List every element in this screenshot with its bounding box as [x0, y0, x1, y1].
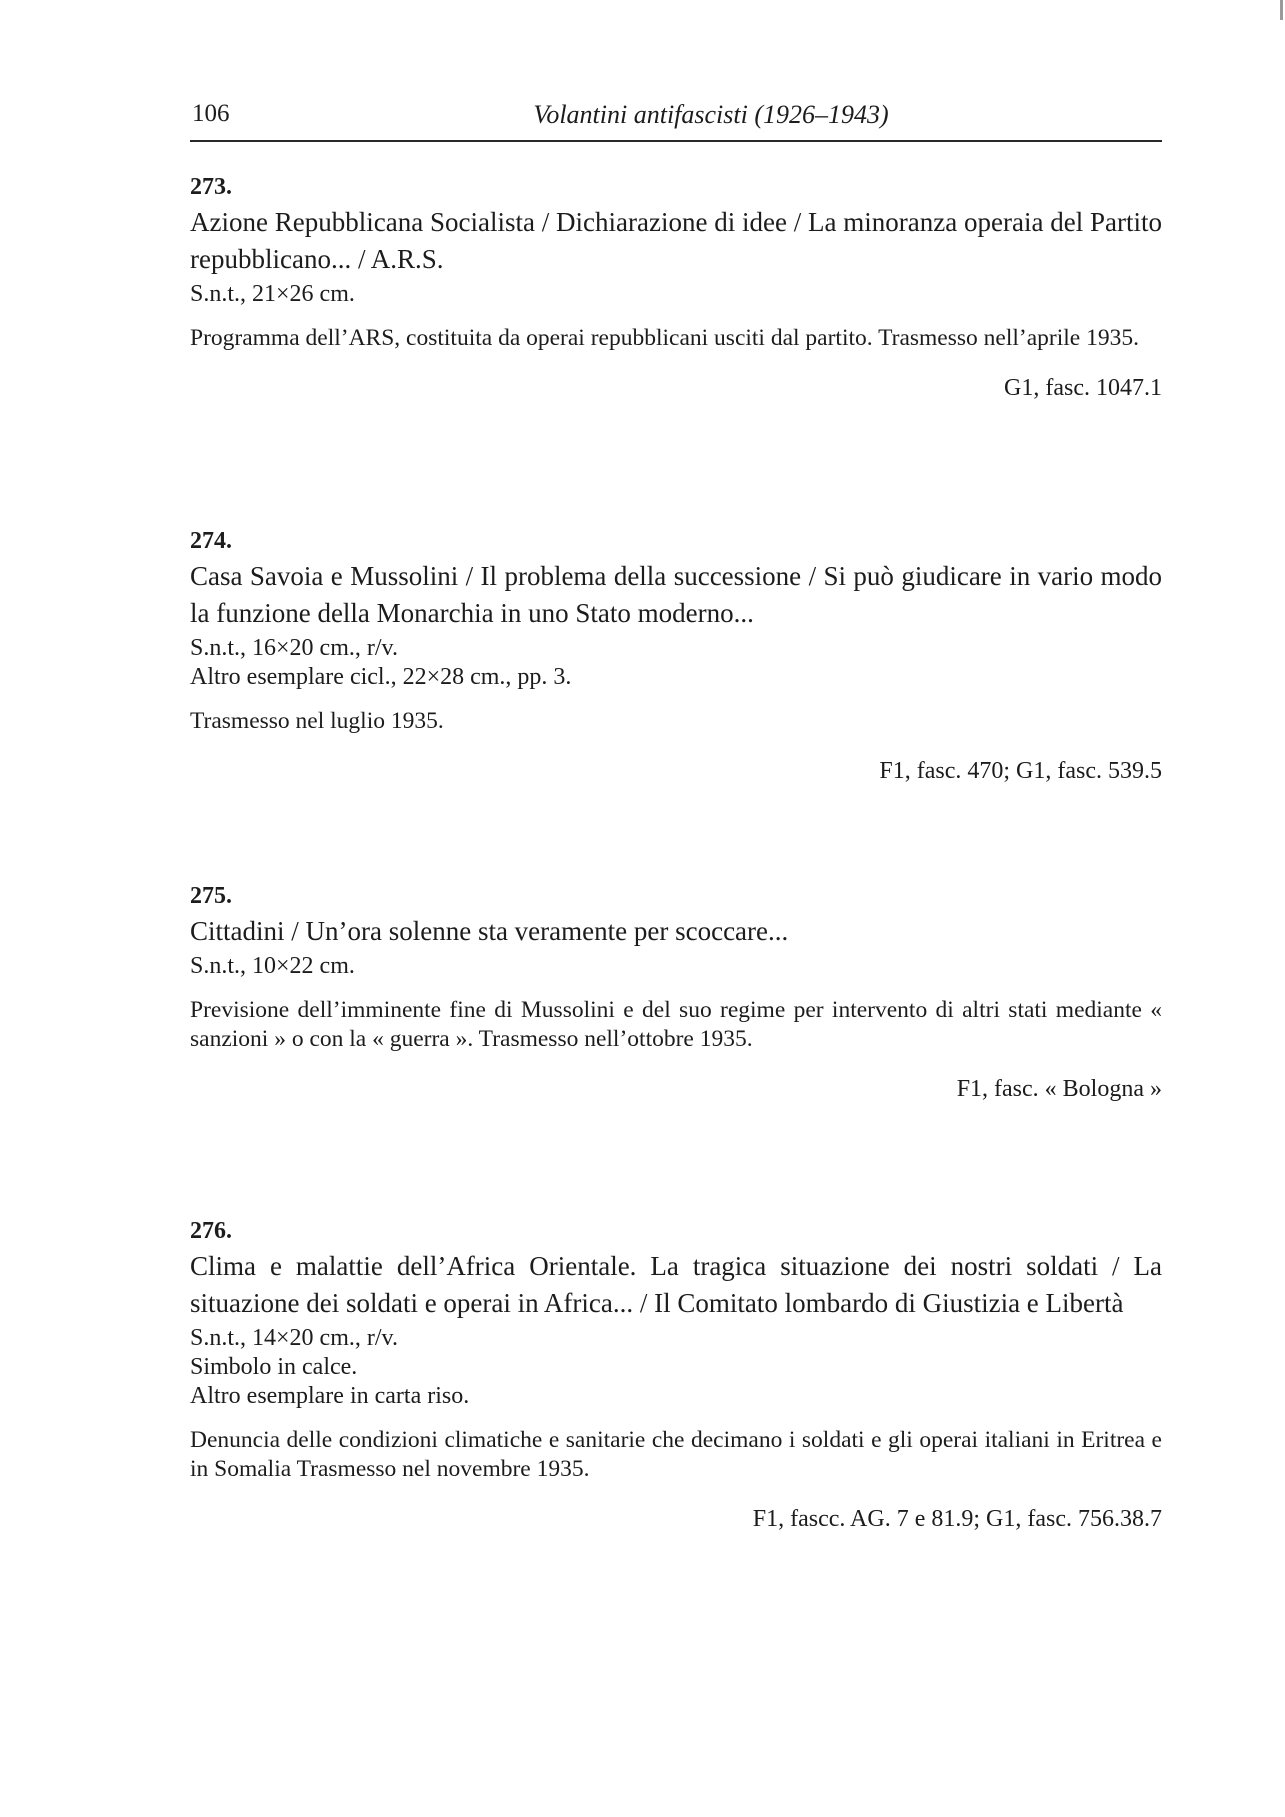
- description-line: S.n.t., 21×26 cm.: [190, 281, 355, 307]
- entry-description: [190, 1324, 1162, 1411]
- running-header: [190, 98, 1162, 142]
- description-line: S.n.t., 10×22 cm.: [190, 953, 355, 979]
- entry-note: Denuncia delle condizioni climatiche e sanitarie che decimano i soldati e gli operai italiani in Eritrea e in Somalia Trasmesso nel novembre 1935.: [190, 1427, 1162, 1482]
- description-line: S.n.t., 14×20 cm., r/v.: [190, 1325, 398, 1351]
- entry-description: [190, 952, 1162, 981]
- catalog-entry-276: [190, 1214, 1162, 1534]
- entry-title: Clima e malattie dell’Africa Orientale. La tragica situazione dei nostri soldati / La situazione dei soldati e operai in Africa... / Il Comitato lombardo di Giustizia e Libertà: [190, 1251, 1162, 1318]
- entry-number: 273.: [190, 174, 232, 200]
- catalog-entry-275: [190, 879, 1162, 1104]
- entry-note: Previsione dell’imminente fine di Mussolini e del suo regime per intervento di altri stati mediante « sanzioni » o con la « guerra ». Trasmesso nell’ottobre 1935.: [190, 997, 1162, 1052]
- entry-description: [190, 280, 1162, 309]
- archive-reference: F1, fasc. « Bologna »: [956, 1076, 1162, 1102]
- entry-note: Trasmesso nel luglio 1935.: [190, 708, 444, 734]
- description-line: Altro esemplare cicl., 22×28 cm., pp. 3.: [190, 664, 572, 690]
- entry-number: 274.: [190, 528, 232, 554]
- entry-title: Cittadini / Un’ora solenne sta veramente per scoccare...: [190, 916, 789, 946]
- archive-reference: F1, fascc. AG. 7 e 81.9; G1, fasc. 756.38.7: [752, 1506, 1162, 1532]
- catalog-entry-274: [190, 524, 1162, 786]
- description-line: Simbolo in calce.: [190, 1354, 358, 1380]
- entry-note: Programma dell’ARS, costituita da operai repubblicani usciti dal partito. Trasmesso nell’aprile 1935.: [190, 325, 1139, 351]
- entry-title: Azione Repubblicana Socialista / Dichiarazione di idee / La minoranza operaia del Partito repubblicano... / A.R.S.: [190, 207, 1162, 274]
- scan-edge-mark: [1280, 0, 1283, 20]
- catalog-entry-273: [190, 170, 1162, 403]
- entry-description: [190, 634, 1162, 692]
- description-line: Altro esemplare in carta riso.: [190, 1383, 470, 1409]
- entry-number: 276.: [190, 1218, 232, 1244]
- running-title: Volantini antifascisti (1926–1943): [533, 100, 889, 129]
- entry-title: Casa Savoia e Mussolini / Il problema della successione / Si può giudicare in vario modo la funzione della Monarchia in uno Stato moderno...: [190, 561, 1162, 628]
- description-line: S.n.t., 16×20 cm., r/v.: [190, 635, 398, 661]
- entry-number: 275.: [190, 883, 232, 909]
- archive-reference: G1, fasc. 1047.1: [1004, 375, 1162, 401]
- archive-reference: F1, fasc. 470; G1, fasc. 539.5: [879, 758, 1162, 784]
- page-number: 106: [192, 100, 230, 127]
